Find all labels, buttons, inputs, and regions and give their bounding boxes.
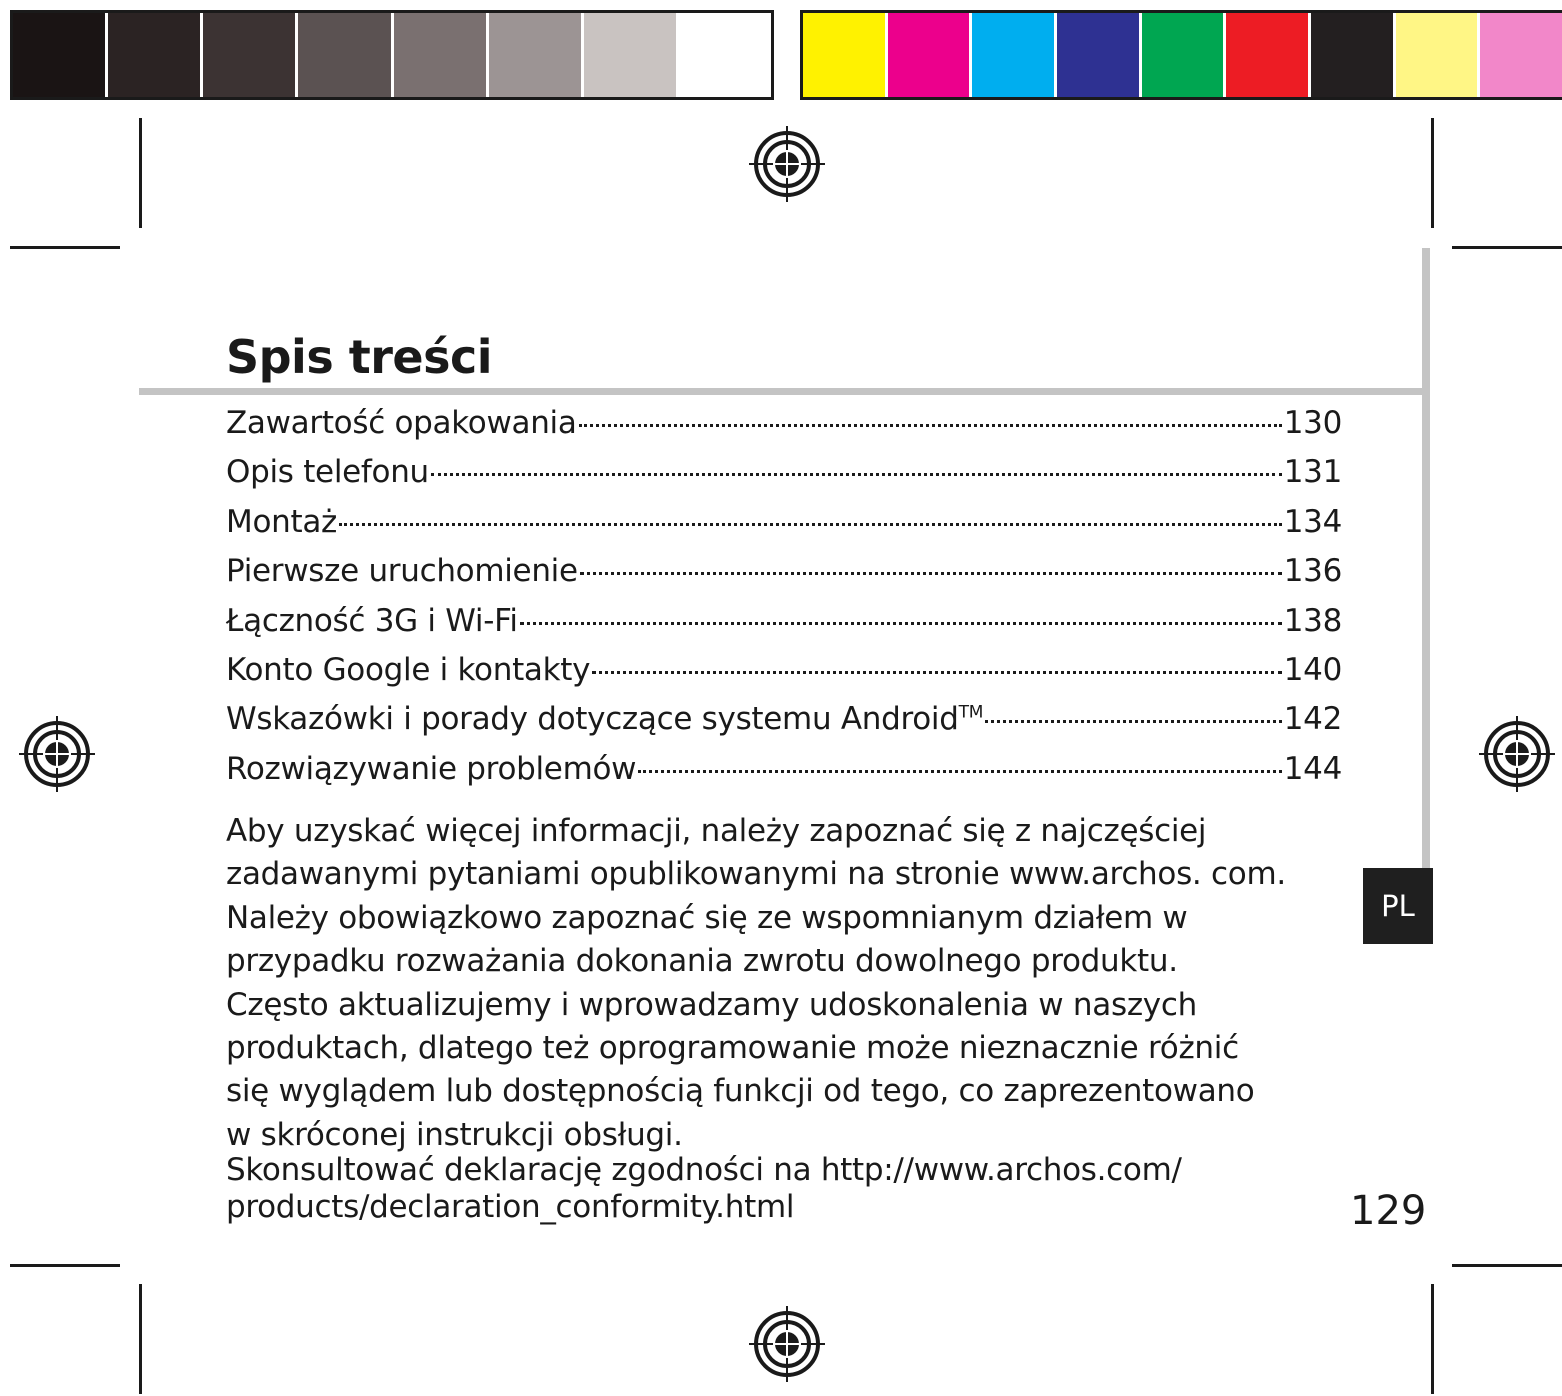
- registration-mark-icon: [19, 716, 95, 792]
- toc-dot-leader: [520, 622, 1282, 625]
- declaration-line: products/declaration_conformity.html: [226, 1189, 795, 1225]
- table-of-contents: [226, 405, 1342, 800]
- toc-entry-page: 144: [1283, 750, 1342, 787]
- crop-mark-top-left-horizontal: [10, 246, 120, 249]
- toc-entry-page: 138: [1283, 602, 1342, 639]
- crop-mark-top-left-vertical: [139, 118, 142, 228]
- toc-entry-label-text: Wskazówki i porady dotyczące systemu Android: [226, 701, 959, 738]
- toc-entry[interactable]: [226, 405, 1342, 454]
- toc-entry-page: 136: [1283, 553, 1342, 590]
- toc-dot-leader: [638, 770, 1282, 773]
- color-calibration-bar: [800, 10, 1562, 100]
- toc-entry-label: Pierwsze uruchomienie: [226, 553, 578, 590]
- gray-swatch: [584, 13, 679, 97]
- info-paragraph: Aby uzyskać więcej informacji, należy zapoznać się z najczęściej zadawanymi pytaniami opublikowanymi na stronie www.archos. com. Należy obowiązkowo zapoznać się ze wspomnianym działem w przypadku rozważania dokonania zwrotu dowolnego produktu. Często aktualizujemy i wprowadzamy udoskonalenia w naszych produktach, dlatego też oprogramowanie może nieznacznie różnić się wyglądem lub dostępnością funkcji od tego, co zaprezentowano w skróconej instrukcji obsługi.: [226, 813, 1286, 1153]
- color-swatch: [1311, 13, 1396, 97]
- color-swatch: [1057, 13, 1142, 97]
- crop-mark-bottom-left-vertical: [139, 1284, 142, 1394]
- toc-entry[interactable]: [226, 553, 1342, 602]
- color-swatch: [1142, 13, 1227, 97]
- toc-dot-leader: [592, 671, 1282, 674]
- color-swatch: [972, 13, 1057, 97]
- toc-entry-page: 131: [1283, 454, 1342, 491]
- language-tab: PL: [1363, 868, 1433, 944]
- page-number: 129: [1350, 1188, 1427, 1234]
- toc-entry[interactable]: [226, 454, 1342, 503]
- toc-entry-label: Konto Google i kontakty: [226, 651, 591, 688]
- toc-entry-label: Montaż: [226, 503, 337, 540]
- toc-entry-label: [226, 701, 983, 737]
- toc-entry-page: 130: [1283, 405, 1342, 441]
- toc-entry[interactable]: [226, 652, 1342, 701]
- declaration-paragraph: [226, 1152, 1286, 1226]
- gray-swatch: [298, 13, 393, 97]
- color-swatch: [1226, 13, 1311, 97]
- gray-swatch: [394, 13, 489, 97]
- toc-entry-page: 142: [1283, 701, 1342, 738]
- toc-dot-leader: [579, 424, 1282, 427]
- page-title: Spis treści: [226, 330, 493, 384]
- title-underline-rule: [139, 388, 1429, 395]
- crop-mark-bottom-right-horizontal: [1452, 1264, 1562, 1267]
- toc-dot-leader: [431, 473, 1282, 476]
- toc-dot-leader: [985, 720, 1282, 723]
- crop-mark-top-right-horizontal: [1452, 246, 1562, 249]
- color-swatch: [803, 13, 888, 97]
- gray-swatch: [108, 13, 203, 97]
- crop-mark-top-right-vertical: [1431, 118, 1434, 228]
- toc-entry[interactable]: [226, 504, 1342, 553]
- crop-mark-bottom-left-horizontal: [10, 1264, 120, 1267]
- toc-entry-label: Łączność 3G i Wi-Fi: [226, 602, 518, 639]
- gray-swatch: [679, 13, 771, 97]
- crop-mark-bottom-right-vertical: [1431, 1284, 1434, 1394]
- toc-entry-page: 140: [1283, 651, 1342, 688]
- registration-mark-icon: [749, 1306, 825, 1382]
- declaration-line: Skonsultować deklarację zgodności na http://www.archos.com/: [226, 1152, 1182, 1188]
- toc-entry-label: Opis telefonu: [226, 454, 429, 491]
- gray-swatch: [203, 13, 298, 97]
- color-swatch: [1480, 13, 1562, 97]
- trademark-superscript: TM: [958, 703, 984, 724]
- color-swatch: [888, 13, 973, 97]
- registration-mark-icon: [749, 126, 825, 202]
- registration-mark-icon: [1479, 716, 1555, 792]
- color-swatch: [1396, 13, 1481, 97]
- gray-swatch: [489, 13, 584, 97]
- toc-entry[interactable]: [226, 603, 1342, 652]
- toc-dot-leader: [339, 523, 1282, 526]
- toc-entry[interactable]: [226, 751, 1342, 800]
- toc-entry-label: Zawartość opakowania: [226, 405, 577, 441]
- side-margin-rule: [1422, 248, 1430, 870]
- toc-entry-page: 134: [1283, 503, 1342, 540]
- toc-dot-leader: [580, 572, 1282, 575]
- toc-entry-label: Rozwiązywanie problemów: [226, 750, 637, 787]
- grayscale-calibration-bar: [10, 10, 774, 100]
- toc-entry[interactable]: [226, 701, 1342, 750]
- gray-swatch: [13, 13, 108, 97]
